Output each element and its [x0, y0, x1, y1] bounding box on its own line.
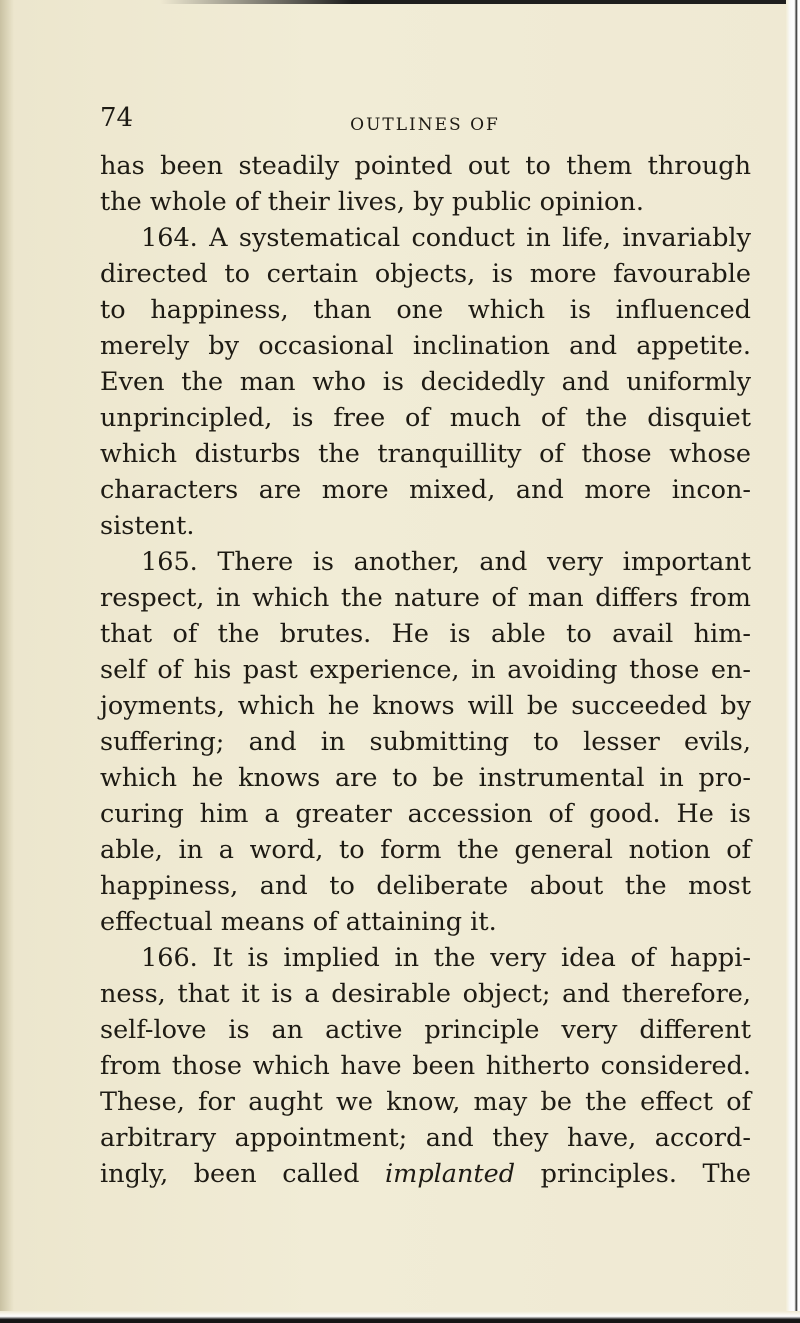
text-line: These, for aught we know, may be the effect of — [100, 1087, 751, 1117]
text-line: curing him a greater accession of good. He is — [100, 799, 751, 829]
page-top-edge — [160, 0, 800, 4]
text-line: self-love is an active principle very different — [100, 1015, 751, 1045]
text-line: ness, that it is a desirable object; and therefore, — [100, 979, 751, 1009]
text-line: has been steadily pointed out to them through — [100, 151, 751, 181]
text-line: sistent. — [100, 511, 195, 541]
text-line: directed to certain objects, is more favourable — [100, 259, 751, 289]
running-title: OUTLINES OF — [350, 115, 500, 135]
final-text-line — [100, 1156, 751, 1192]
paragraph-165-start: 165. There is another, and very important — [141, 547, 751, 577]
text-line: the whole of their lives, by public opinion. — [100, 187, 644, 217]
text-line: self of his past experience, in avoiding those en- — [100, 655, 751, 685]
text-line: which he knows are to be instrumental in pro- — [100, 763, 751, 793]
text-line: arbitrary appointment; and they have, accord- — [100, 1123, 751, 1153]
body-text — [100, 148, 751, 1192]
text-line: to happiness, than one which is influenced — [100, 295, 751, 325]
text-line: unprincipled, is free of much of the disquiet — [100, 403, 751, 433]
text-line: happiness, and to deliberate about the most — [100, 871, 751, 901]
text-line: merely by occasional inclination and appetite. — [100, 331, 751, 361]
page-header — [100, 102, 750, 142]
text-line: suffering; and in submitting to lesser evils, — [100, 727, 751, 757]
page-bottom-edge — [0, 1311, 800, 1323]
text-line: Even the man who is decidedly and uniformly — [100, 367, 751, 397]
paragraph-164-start: 164. A systematical conduct in life, invariably — [141, 223, 751, 253]
text-line: respect, in which the nature of man differs from — [100, 583, 751, 613]
page-number: 74 — [100, 103, 134, 133]
text-line: characters are more mixed, and more incon- — [100, 475, 751, 505]
text-line: able, in a word, to form the general notion of — [100, 835, 751, 865]
paragraph-166-start: 166. It is implied in the very idea of happi- — [141, 943, 751, 973]
page-right-edge — [786, 0, 800, 1323]
page-gutter-shadow — [0, 0, 14, 1323]
text-line: joyments, which he knows will be succeeded by — [100, 691, 751, 721]
final-line-after: principles. The — [515, 1159, 752, 1189]
text-line: that of the brutes. He is able to avail him- — [100, 619, 751, 649]
italic-emphasis: implanted — [384, 1159, 516, 1189]
final-line-before: ingly, been called — [100, 1159, 385, 1189]
text-line: effectual means of attaining it. — [100, 907, 497, 937]
text-line: which disturbs the tranquillity of those whose — [100, 439, 751, 469]
text-line: from those which have been hitherto considered. — [100, 1051, 751, 1081]
